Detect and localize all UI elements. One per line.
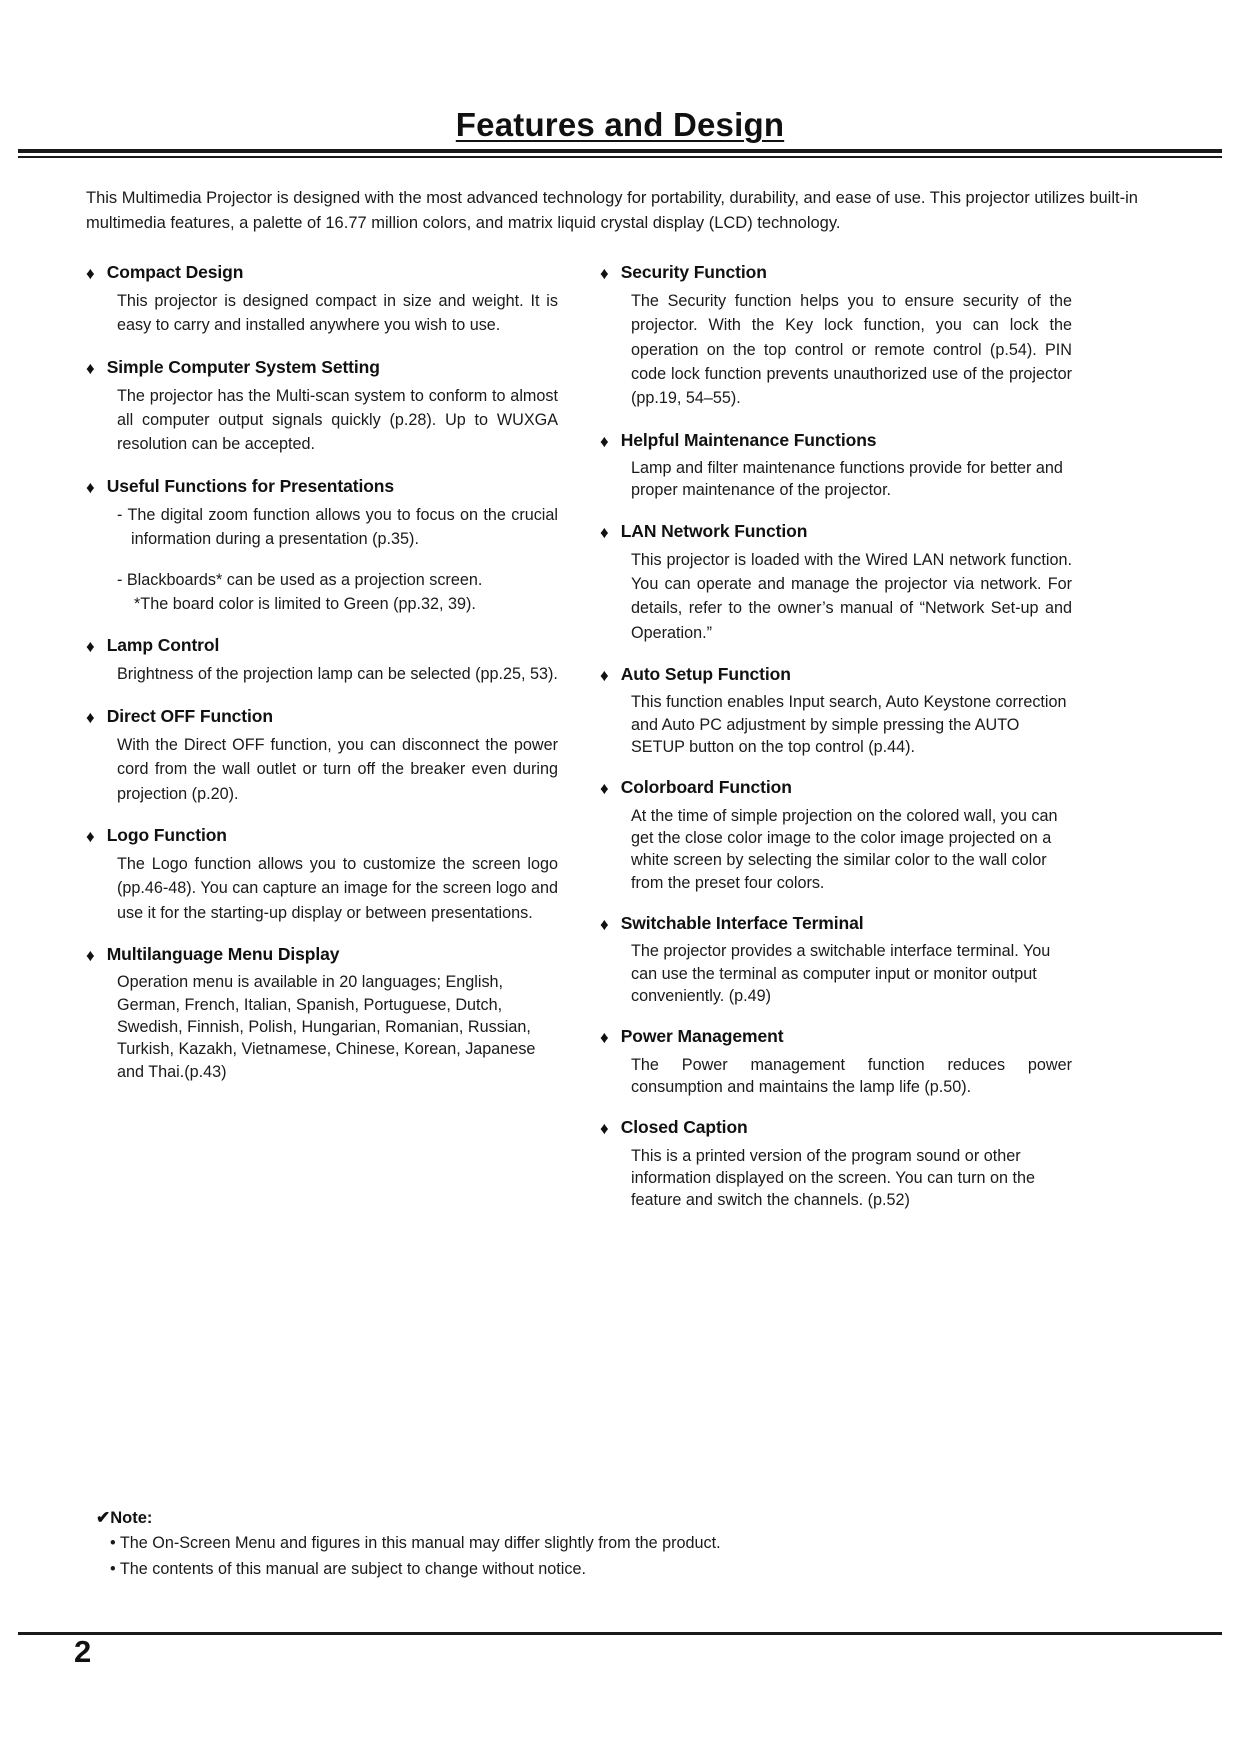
list-item-main: - Blackboards* can be used as a projection screen. xyxy=(117,570,483,589)
section-heading: Power Management xyxy=(620,1026,784,1047)
list-item: - The digital zoom function allows you to focus on the crucial information during a presentation (p.35). xyxy=(117,506,558,549)
heading-wrap xyxy=(621,430,1072,452)
section-heading: Auto Setup Function xyxy=(620,663,791,684)
section-heading: Useful Functions for Presentations xyxy=(106,475,395,496)
section-multilanguage-menu-display xyxy=(86,944,558,1083)
diamond-bullet-icon: ♦ xyxy=(600,522,609,542)
section-heading-row xyxy=(600,913,1072,935)
section-heading-row xyxy=(600,1117,1072,1139)
section-heading-row xyxy=(600,664,1072,686)
section-body: The Power management function reduces power consumption and maintains the lamp life (p.50). xyxy=(631,1055,1072,1096)
diamond-bullet-icon: ♦ xyxy=(86,707,95,727)
section-heading-row xyxy=(86,357,558,379)
section-heading: Closed Caption xyxy=(620,1117,748,1138)
section-body: Operation menu is available in 20 languages; English, German, French, Italian, Spanish, Portuguese, Dutch, Swedish, Finnish, Polish, Hungarian, Romanian, Russian, Turkish, Kazakh, Vietnamese, Chinese, Korean, Japanese and Thai.(p.43) xyxy=(117,973,536,1081)
page-title: Features and Design xyxy=(455,106,785,143)
note-label: Note: xyxy=(110,1509,153,1527)
section-heading-row xyxy=(600,777,1072,799)
section-body: This function enables Input search, Auto Keystone correction and Auto PC adjustment by simple pressing the AUTO SETUP button on the top control (p.44). xyxy=(631,693,1067,756)
diamond-bullet-icon: ♦ xyxy=(600,1119,609,1139)
section-heading-row xyxy=(86,706,558,728)
section-body: Brightness of the projection lamp can be selected (pp.25, 53). xyxy=(117,665,558,684)
section-heading-row xyxy=(600,1026,1072,1048)
section-heading: Simple Computer System Setting xyxy=(106,356,380,377)
diamond-bullet-icon: ♦ xyxy=(600,431,609,451)
section-heading-row xyxy=(600,521,1072,543)
heading-wrap xyxy=(107,476,558,498)
note-block xyxy=(96,1508,996,1582)
section-heading: Colorboard Function xyxy=(620,777,792,798)
section-body: Lamp and filter maintenance functions provide for better and proper maintenance of the projector. xyxy=(631,458,1063,500)
heading-wrap xyxy=(107,706,558,728)
section-helpful-maintenance-functions xyxy=(600,430,1072,502)
intro-paragraph: This Multimedia Projector is designed with the most advanced technology for portability, durability, and ease of use. This projector utilizes built-in multimedia features, a palette of 16.77 million colors, and matrix liquid crystal display (LCD) technology. xyxy=(86,188,1138,232)
note-item: • The contents of this manual are subject to change without notice. xyxy=(110,1560,586,1579)
section-lan-network-function xyxy=(600,521,1072,645)
diamond-bullet-icon: ♦ xyxy=(86,477,95,497)
right-column xyxy=(600,262,1072,1231)
heading-wrap xyxy=(107,825,558,847)
check-icon: ✔ xyxy=(96,1508,111,1527)
section-heading-row xyxy=(600,262,1072,284)
heading-wrap xyxy=(621,913,1072,935)
section-heading: Compact Design xyxy=(106,261,244,282)
section-useful-functions-for-presentations xyxy=(86,476,558,616)
section-body: The Security function helps you to ensure security of the projector. With the Key lock function, you can lock the operation on the top control or remote control (p.54). PIN code lock function prevents unauthorized use of the projector (pp.19, 54–55). xyxy=(631,292,1072,408)
heading-wrap xyxy=(621,521,1072,543)
page-header xyxy=(0,0,1240,158)
diamond-bullet-icon: ♦ xyxy=(600,1028,609,1048)
diamond-bullet-icon: ♦ xyxy=(600,914,609,934)
diamond-bullet-icon: ♦ xyxy=(86,946,95,966)
section-security-function xyxy=(600,262,1072,411)
section-body: This is a printed version of the program sound or other information displayed on the screen. You can turn on the feature and switch the channels. (p.52) xyxy=(631,1146,1036,1210)
section-simple-computer-system-setting xyxy=(86,357,558,457)
section-body: At the time of simple projection on the colored wall, you can get the close color image to the color image projected on a white screen by selecting the similar color to the wall color from the preset four colors. xyxy=(631,806,1058,892)
section-heading-row xyxy=(86,825,558,847)
section-body: The Logo function allows you to customize the screen logo (pp.46-48). You can capture an image for the screen logo and use it for the starting-up display or between presentations. xyxy=(117,855,558,922)
diamond-bullet-icon: ♦ xyxy=(86,637,95,657)
section-heading-row xyxy=(600,430,1072,452)
heading-wrap xyxy=(621,262,1072,284)
diamond-bullet-icon: ♦ xyxy=(600,665,609,685)
heading-wrap xyxy=(107,262,558,284)
section-colorboard-function xyxy=(600,777,1072,894)
section-body: With the Direct OFF function, you can disconnect the power cord from the wall outlet or turn off the breaker even during projection (p.20). xyxy=(117,736,558,803)
section-switchable-interface-terminal xyxy=(600,913,1072,1007)
section-heading: Logo Function xyxy=(106,824,227,845)
section-direct-off-function xyxy=(86,706,558,806)
heading-wrap xyxy=(621,1117,1072,1139)
section-heading: LAN Network Function xyxy=(620,520,808,541)
diamond-bullet-icon: ♦ xyxy=(600,779,609,799)
section-heading: Switchable Interface Terminal xyxy=(620,912,864,933)
list-item-note: *The board color is limited to Green (pp.32, 39). xyxy=(134,594,476,613)
section-lamp-control xyxy=(86,635,558,687)
section-heading: Helpful Maintenance Functions xyxy=(620,429,877,450)
diamond-bullet-icon: ♦ xyxy=(86,826,95,846)
footer-divider xyxy=(18,1632,1222,1635)
section-body: The projector provides a switchable interface terminal. You can use the terminal as computer input or monitor output conveniently. (p.49) xyxy=(631,942,1051,1005)
left-column xyxy=(86,262,558,1231)
section-body: This projector is loaded with the Wired LAN network function. You can operate and manage the projector via network. For details, refer to the owner’s manual of “Network Set-up and Operation.” xyxy=(631,550,1072,642)
diamond-bullet-icon: ♦ xyxy=(86,358,95,378)
note-item: • The On-Screen Menu and figures in this manual may differ slightly from the product. xyxy=(110,1533,721,1552)
section-auto-setup-function xyxy=(600,664,1072,758)
heading-wrap xyxy=(107,357,558,379)
heading-wrap xyxy=(621,664,1072,686)
page-number: 2 xyxy=(74,1634,92,1669)
heading-wrap xyxy=(107,944,558,966)
section-compact-design xyxy=(86,262,558,338)
list-item xyxy=(117,568,558,617)
section-heading-row xyxy=(86,635,558,657)
section-power-management xyxy=(600,1026,1072,1098)
section-heading-row xyxy=(86,262,558,284)
note-title xyxy=(96,1508,996,1529)
heading-wrap xyxy=(621,777,1072,799)
section-body: This projector is designed compact in size and weight. It is easy to carry and installed anywhere you wish to use. xyxy=(117,292,558,335)
header-divider xyxy=(18,149,1222,158)
section-heading-row xyxy=(86,476,558,498)
heading-wrap xyxy=(621,1026,1072,1048)
section-heading: Multilanguage Menu Display xyxy=(106,944,340,965)
heading-wrap xyxy=(107,635,558,657)
section-heading-row xyxy=(86,944,558,966)
section-body: The projector has the Multi-scan system to conform to almost all computer output signals quickly (p.28). Up to WUXGA resolution can be accepted. xyxy=(117,386,558,454)
diamond-bullet-icon: ♦ xyxy=(600,263,609,283)
section-heading: Lamp Control xyxy=(106,635,220,656)
section-logo-function xyxy=(86,825,558,925)
diamond-bullet-icon: ♦ xyxy=(86,263,95,283)
content-columns xyxy=(0,262,1240,1231)
section-closed-caption xyxy=(600,1117,1072,1211)
section-heading: Security Function xyxy=(620,261,767,282)
section-heading: Direct OFF Function xyxy=(106,705,273,726)
